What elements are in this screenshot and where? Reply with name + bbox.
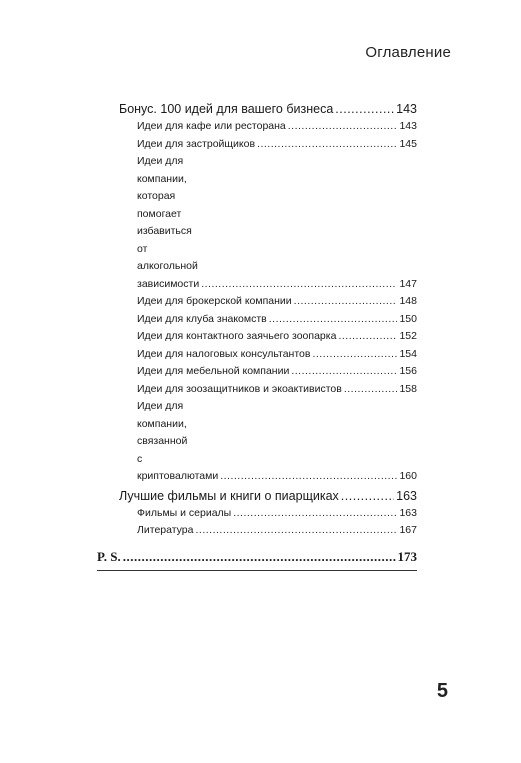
divider (97, 570, 417, 571)
dot-leader (233, 505, 397, 523)
dot-leader (288, 118, 398, 136)
toc-item[interactable] (97, 328, 417, 346)
dot-leader (341, 487, 394, 505)
toc-section-films-books[interactable] (97, 487, 417, 505)
dot-leader (335, 100, 394, 118)
toc-page-number: 154 (399, 347, 417, 360)
toc-item-title-line: с криптовалютами (137, 452, 219, 482)
toc-page-number: 173 (397, 548, 417, 564)
toc-page-number: 152 (399, 330, 417, 342)
toc-page-number: 163 (396, 488, 417, 503)
toc-item[interactable] (97, 398, 417, 486)
toc-page-number: 158 (399, 382, 417, 395)
toc-item-title: Литература (137, 524, 194, 536)
dot-leader (201, 276, 397, 294)
toc-item[interactable] (97, 136, 417, 154)
dot-leader (344, 381, 398, 399)
toc-page-number: 145 (399, 137, 417, 150)
toc-page-number: 167 (399, 524, 417, 536)
dot-leader (123, 548, 396, 566)
dot-leader (257, 136, 397, 154)
toc-item-title-line: Идеи для компании, связанной (137, 400, 188, 447)
toc-item[interactable] (97, 363, 417, 381)
toc-item[interactable] (97, 153, 417, 293)
toc-item[interactable] (97, 522, 417, 540)
toc-item-title-line: избавиться от алкогольной зависимости (137, 225, 200, 290)
toc-page-number: 147 (399, 277, 417, 290)
table-of-contents (97, 99, 417, 571)
toc-section-ps[interactable] (97, 548, 417, 566)
toc-section-title: Лучшие фильмы и книги о пиарщиках (119, 488, 339, 503)
toc-page-number: 148 (399, 295, 417, 307)
page-number: 5 (436, 680, 448, 702)
toc-item-title: Идеи для мебельной компании (137, 365, 290, 377)
toc-page-number: 143 (399, 120, 417, 132)
toc-item-title: Фильмы и сериалы (137, 506, 232, 519)
toc-item-title: Идеи для клуба знакомств (137, 312, 267, 325)
dot-leader (338, 328, 397, 346)
toc-page-number: 160 (399, 470, 417, 482)
toc-item-title: Идеи для контактного заячьего зоопарка (137, 330, 337, 342)
toc-section-bonus[interactable] (97, 100, 417, 118)
dot-leader (294, 293, 398, 311)
toc-item-title (137, 398, 218, 486)
toc-page-number: 156 (399, 365, 417, 377)
toc-item[interactable] (97, 381, 417, 399)
toc-item-title: Идеи для налоговых консультантов (137, 347, 311, 360)
dot-leader (195, 522, 397, 540)
toc-section-title: P. S. (97, 548, 121, 564)
toc-item[interactable] (97, 311, 417, 329)
toc-page-number: 150 (399, 312, 417, 325)
toc-item[interactable] (97, 346, 417, 364)
toc-section-title: Бонус. 100 идей для вашего бизнеса (119, 102, 334, 116)
toc-item-title: Идеи для застройщиков (137, 137, 256, 150)
toc-item[interactable] (97, 293, 417, 311)
toc-item-title: Идеи для зоозащитников и экоактивистов (137, 382, 342, 395)
dot-leader (269, 311, 398, 329)
toc-page-number: 163 (399, 506, 417, 519)
toc-item[interactable] (97, 505, 417, 523)
toc-item-title (137, 153, 199, 293)
toc-item-title-line: Идеи для компании, которая помогает (137, 155, 187, 220)
dot-leader (291, 363, 397, 381)
toc-item-title: Идеи для кафе или ресторана (137, 120, 286, 132)
running-head: Оглавление (365, 44, 451, 61)
dot-leader (312, 346, 397, 364)
dot-leader (220, 468, 397, 486)
toc-item[interactable] (97, 118, 417, 136)
toc-page-number: 143 (396, 102, 417, 116)
toc-item-title: Идеи для брокерской компании (137, 295, 292, 307)
